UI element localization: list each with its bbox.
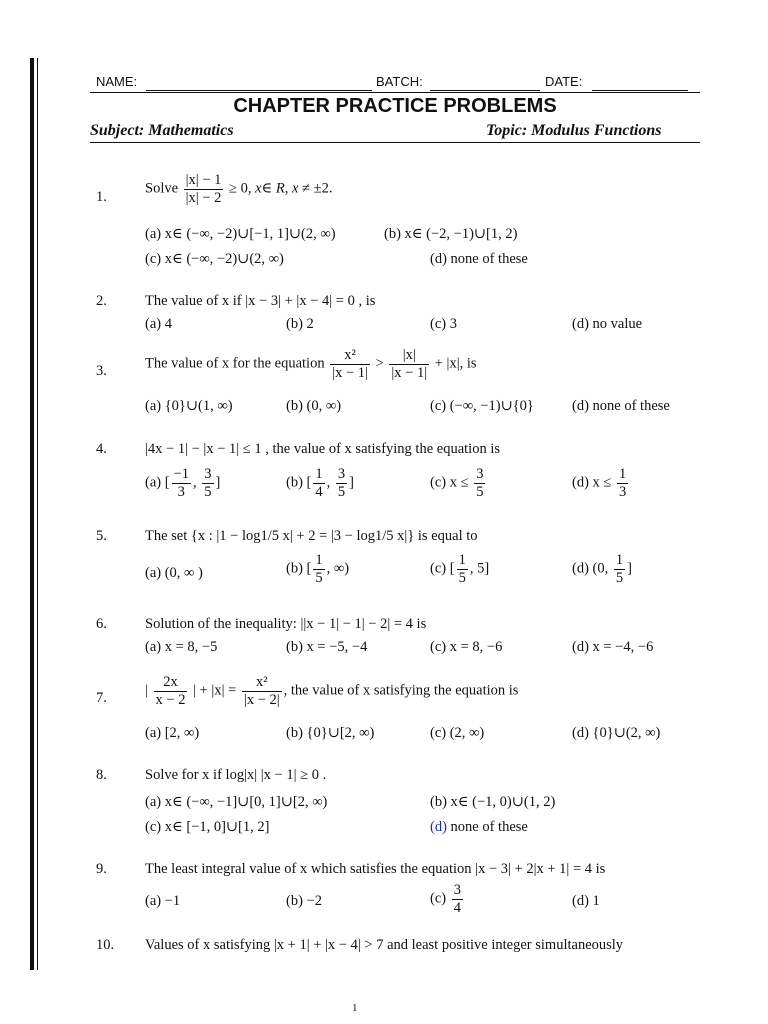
question-stem: The set {x : |1 − log1/5 x| + 2 = |3 − log1/5 x|} is equal to <box>145 528 478 544</box>
option-c[interactable]: (c) [ $\frac{1}{5}$ , 5] <box>430 552 490 586</box>
question-stem: Solution of the inequality: ||x − 1| − 1| − 2| = 4 is <box>145 616 427 632</box>
question-number: 2. <box>96 293 107 309</box>
option-a[interactable]: (a) x = 8, −5 <box>145 639 218 655</box>
option-c[interactable]: (c) $\frac{3}{4}$ <box>430 882 461 916</box>
page-title: CHAPTER PRACTICE PROBLEMS <box>233 95 557 117</box>
option-d-label: (d) x ≤ <box>572 474 612 491</box>
topic-label: Topic: Modulus Functions <box>486 122 662 139</box>
left-margin-thin-bar <box>37 58 38 970</box>
option-a[interactable]: (a) {0}∪(1, ∞) <box>145 398 233 414</box>
question-stem: Solve $\frac{|x| - 1}{|x| - 2}$ ≥ 0, x∈ R, x ≠ ±2. <box>145 172 333 206</box>
name-blank[interactable] <box>146 74 372 91</box>
option-a[interactable]: (a) (0, ∞ ) <box>145 565 203 581</box>
option-d[interactable]: (d) none of these <box>572 398 670 414</box>
left-margin-bar <box>30 58 34 970</box>
option-a-label: (a) <box>145 474 162 491</box>
option-d-label: (d) <box>430 819 447 835</box>
batch-blank[interactable] <box>430 74 540 91</box>
option-c-label: (c) <box>430 560 447 577</box>
question-stem: The least integral value of x which satisfies the equation |x − 3| + 2|x + 1| = 4 is <box>145 861 606 877</box>
option-c[interactable]: (c) (2, ∞) <box>430 725 485 741</box>
question-number: 3. <box>96 363 107 379</box>
header-rule-bottom <box>90 142 700 143</box>
option-a[interactable]: (a) x∈ (−∞, −1]∪[0, 1]∪[2, ∞) <box>145 794 328 810</box>
option-c[interactable]: (c) x = 8, −6 <box>430 639 503 655</box>
option-c[interactable]: (c) x∈ [−1, 0]∪[1, 2] <box>145 819 270 835</box>
question-stem: |4x − 1| − |x − 1| ≤ 1 , the value of x satisfying the equation is <box>145 441 500 457</box>
question-stem: | $\frac{2x}{x - 2}$ | + |x| = $\frac{\text{x²}}{|x - 2|}$ , the value of x satisfying the equation is <box>145 674 519 708</box>
option-d[interactable]: (d) (0, $\frac{1}{5}$ ] <box>572 552 632 586</box>
header-rule-top <box>90 92 700 93</box>
question-number: 9. <box>96 861 107 877</box>
option-a[interactable]: (a) 4 <box>145 316 172 332</box>
question-number: 1. <box>96 189 107 205</box>
question-number: 5. <box>96 528 107 544</box>
subject-label: Subject: Mathematics <box>90 122 234 139</box>
option-a[interactable]: (a) [2, ∞) <box>145 725 200 741</box>
option-d[interactable]: (d) {0}∪(2, ∞) <box>572 725 661 741</box>
option-b[interactable]: (b) (0, ∞) <box>286 398 342 414</box>
option-d[interactable]: (d) no value <box>572 316 643 332</box>
option-d[interactable]: (d) x ≤ $\frac{1}{3}$ <box>572 466 627 500</box>
option-c[interactable]: (c) x∈ (−∞, −2)∪(2, ∞) <box>145 251 284 267</box>
option-b[interactable]: (b) [ $\frac{1}{5}$ , ∞) <box>286 552 350 586</box>
question-stem: Values of x satisfying |x + 1| + |x − 4| > 7 and least positive integer simultaneously <box>145 937 624 953</box>
question-number: 7. <box>96 690 107 706</box>
option-c[interactable]: (c) x ≤ $\frac{3}{5}$ <box>430 466 484 500</box>
stem-text-end: , is <box>459 355 477 372</box>
option-b[interactable]: (b) 2 <box>286 316 314 332</box>
option-b-label: (b) <box>286 560 303 577</box>
option-d[interactable] <box>430 819 528 836</box>
option-c-label: (c) x ≤ <box>430 474 469 491</box>
question-stem: Solve for x if log|x| |x − 1| ≥ 0 . <box>145 767 327 783</box>
option-b[interactable]: (b) −2 <box>286 893 322 909</box>
option-d-label: (d) <box>572 560 589 577</box>
date-blank[interactable] <box>592 74 688 91</box>
stem-text: The value of x for the equation <box>145 355 325 372</box>
option-c[interactable]: (c) (−∞, −1)∪{0} <box>430 398 534 414</box>
option-d[interactable]: (d) x = −4, −6 <box>572 639 654 655</box>
option-d[interactable]: (d) none of these <box>430 251 528 267</box>
option-a[interactable]: (a) [ $\frac{-1}{3}$ , $\frac{3}{5}$ ] <box>145 466 221 500</box>
option-b-label: (b) <box>286 474 303 491</box>
question-number: 8. <box>96 767 107 783</box>
option-c-label: (c) <box>430 890 447 907</box>
batch-label: BATCH: <box>376 74 423 89</box>
option-c[interactable]: (c) 3 <box>430 316 457 332</box>
option-d[interactable]: (d) 1 <box>572 893 600 909</box>
option-b[interactable]: (b) x∈ (−1, 0)∪(1, 2) <box>430 794 556 810</box>
date-label: DATE: <box>545 74 583 89</box>
option-b[interactable]: (b) [ $\frac{1}{4}$ , $\frac{3}{5}$ ] <box>286 466 354 500</box>
option-b[interactable]: (b) x∈ (−2, −1)∪[1, 2) <box>384 226 518 242</box>
question-number: 10. <box>96 937 115 953</box>
question-stem: The value of x for the equation $\frac{\text{x²}}{|x - 1|}$ > $\frac{|x|}{|x - 1|}$ + |x|, is <box>145 347 477 381</box>
question-number: 6. <box>96 616 107 632</box>
option-b[interactable]: (b) {0}∪[2, ∞) <box>286 725 375 741</box>
stem-text-end: , the value of x satisfying the equation is <box>283 682 519 699</box>
question-stem: The value of x if |x − 3| + |x − 4| = 0 , is <box>145 293 376 309</box>
option-a[interactable]: (a) x∈ (−∞, −2)∪[−1, 1]∪(2, ∞) <box>145 226 336 242</box>
option-d-text: none of these <box>450 819 528 835</box>
option-b[interactable]: (b) x = −5, −4 <box>286 639 368 655</box>
name-label: NAME: <box>96 74 138 89</box>
page-number: 1 <box>352 1002 358 1014</box>
question-number: 4. <box>96 441 107 457</box>
option-a[interactable]: (a) −1 <box>145 893 181 909</box>
